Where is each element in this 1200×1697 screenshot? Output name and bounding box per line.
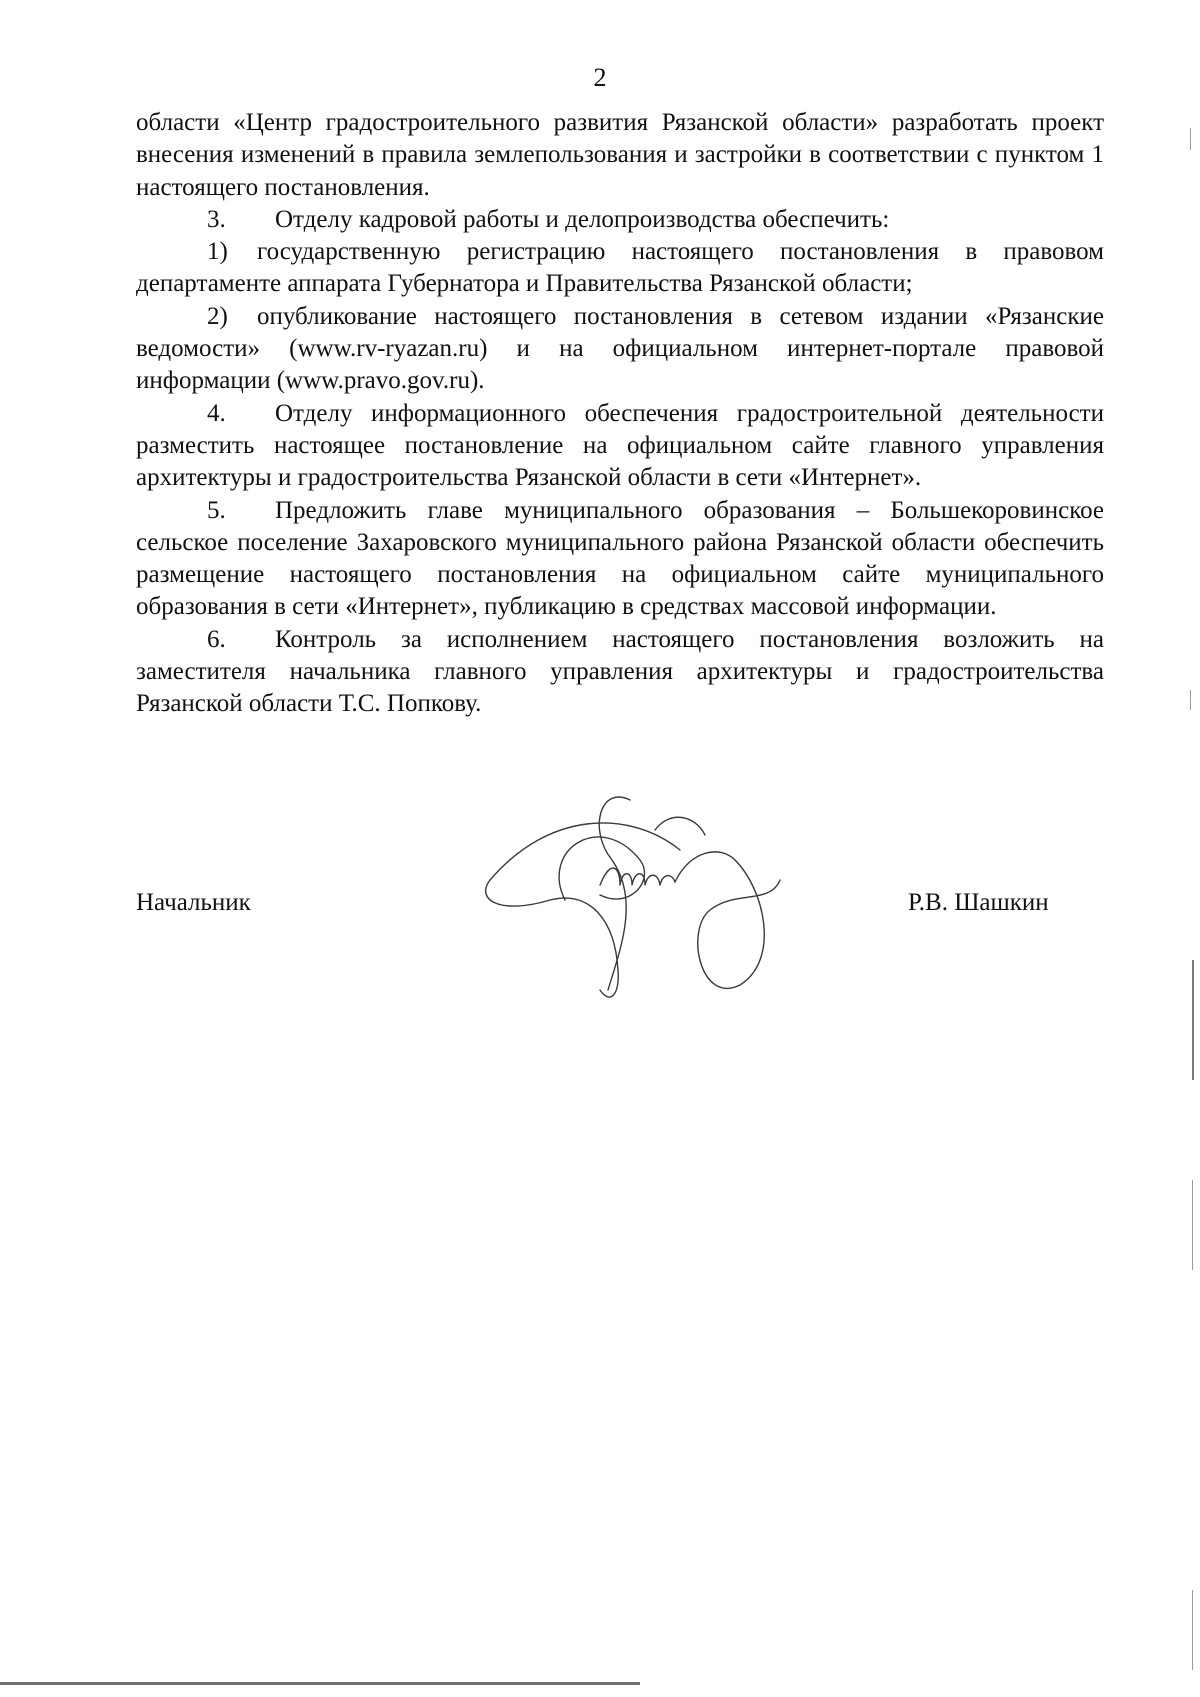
paragraph-continuation xyxy=(136,107,1104,204)
item-number: 3. xyxy=(207,205,226,233)
scan-edge-mark xyxy=(1190,128,1191,150)
scan-edge-mark xyxy=(1192,960,1194,1080)
scan-edge-mark xyxy=(1192,1590,1193,1670)
paragraph-text: Отделу информационного обеспечения градостроительной деятельности разместить настоящее постановление на официальном сайте главного управления архитектуры и градостроительства Рязанской области в сети «Интернет». xyxy=(136,399,1104,492)
document-body xyxy=(136,107,1104,721)
paragraph-text: Контроль за исполнением настоящего постановления возложить на заместителя начальника главного управления архитектуры и градостроительства Рязанской области Т.С. Попкову. xyxy=(136,625,1104,718)
item-number: 1) xyxy=(207,238,228,266)
scan-edge-mark xyxy=(1192,1180,1193,1270)
page-number: 2 xyxy=(593,63,607,92)
item-number: 6. xyxy=(207,625,226,653)
handwritten-signature xyxy=(480,790,810,1020)
item-number: 5. xyxy=(207,496,226,524)
item-number: 2) xyxy=(207,302,228,330)
scan-edge-mark xyxy=(1190,690,1191,710)
paragraph-item-5 xyxy=(136,495,1104,624)
paragraph-text: области «Центр градостроительного развития Рязанской области» разработать проект внесения изменений в правила землепользования и застройки в соответствии с пунктом 1 настоящего постановления. xyxy=(136,109,1104,201)
paragraph-text: государственную регистрацию настоящего постановления в правовом департаменте аппарата Губернатора и Правительства Рязанской области; xyxy=(136,238,1104,298)
paragraph-subitem-2 xyxy=(136,301,1104,398)
signatory-position: Начальник xyxy=(136,889,251,916)
paragraph-text: Отделу кадровой работы и делопроизводства обеспечить: xyxy=(275,205,890,233)
bottom-scan-line xyxy=(0,1682,640,1685)
signatory-name: Р.В. Шашкин xyxy=(908,889,1049,916)
paragraph-text: Предложить главе муниципального образования – Большекоровинское сельское поселение Захаровского муниципального района Рязанской области обеспечить размещение настоящего постановления на официальном сайте муниципального образования в сети «Интернет», публикацию в средствах массовой информации. xyxy=(136,496,1104,621)
paragraph-item-6 xyxy=(136,624,1104,721)
paragraph-item-3 xyxy=(136,204,1104,236)
paragraph-item-4 xyxy=(136,398,1104,495)
paragraph-text: опубликование настоящего постановления в сетевом издании «Рязанские ведомости» (www.rv-ryazan.ru) и на официальном интернет-портале правовой информации (www.pravo.gov.ru). xyxy=(136,302,1104,395)
paragraph-subitem-1 xyxy=(136,236,1104,301)
item-number: 4. xyxy=(207,399,226,427)
